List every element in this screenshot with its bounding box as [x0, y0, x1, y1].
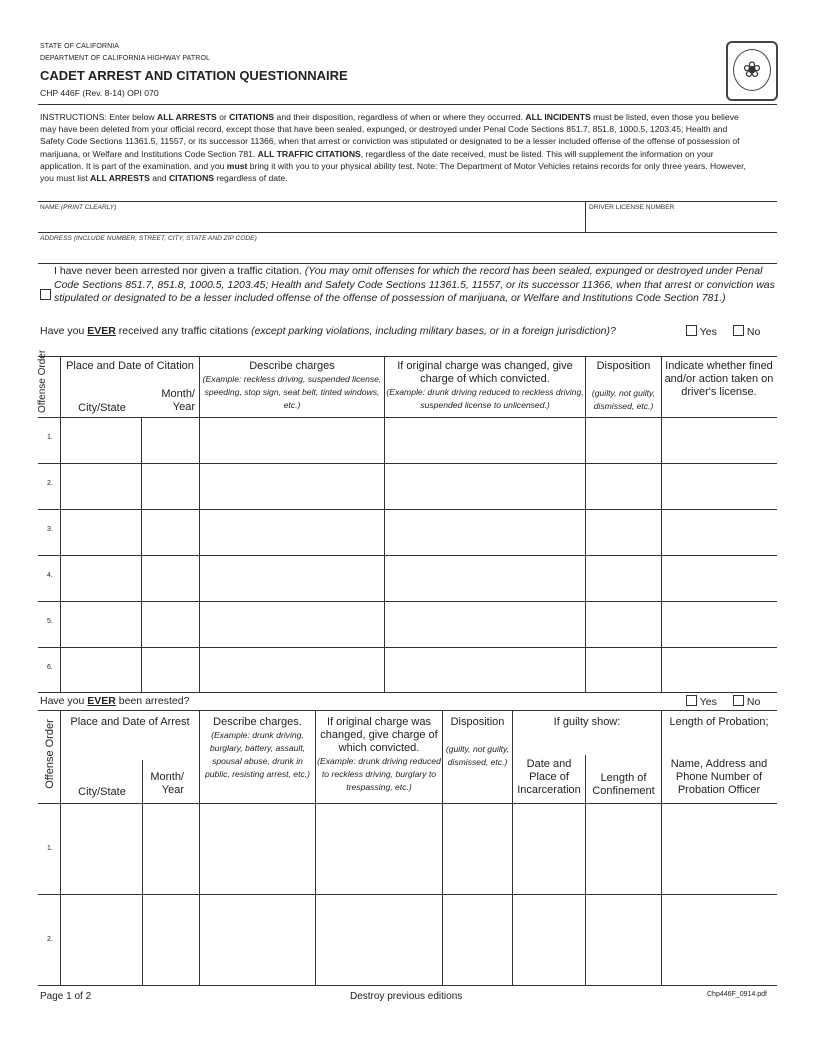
citations-yes-label: Yes	[699, 326, 717, 338]
arrests-col-incarceration: Date and Place of Incarceration	[517, 758, 581, 796]
driver-license-field[interactable]	[589, 213, 774, 231]
address-label: ADDRESS (INCLUDE NUMBER, STREET, CITY, STATE AND ZIP CODE)	[40, 235, 257, 242]
department-label: DEPARTMENT OF CALIFORNIA HIGHWAY PATROL	[40, 55, 210, 62]
arrests-yes-label: Yes	[699, 696, 717, 708]
never-arrested-statement: I have never been arrested nor given a traffic citation. (You may omit offenses for which the record has been sealed, expunged or destroyed under Penal Code Sections 851.7, 851.8, 1000.5, 1203.45; Health and Safety Code Sections 11361.5, 11557, or its successor 11366, when that arrest or conviction was stipulated or designated to be a lesser included offense of the offense of possession of marijuana, or Welfare and Institutions Code Section 781.)	[54, 265, 775, 304]
arrests-col-probation: Length of Probation;	[669, 716, 769, 728]
name-label: NAME (PRINT CLEARLY)	[40, 204, 117, 211]
citation-row-number: 1.	[47, 434, 53, 441]
form-id: CHP 446F (Rev. 8-14) OPI 070	[40, 88, 159, 98]
form-title: CADET ARREST AND CITATION QUESTIONNAIRE	[40, 68, 348, 83]
citations-col-place: Place and Date of Citation	[66, 360, 194, 372]
citation-row-number: 3.	[47, 526, 53, 533]
citation-row-number: 5.	[47, 618, 53, 625]
citations-yes-checkbox[interactable]	[686, 325, 697, 336]
arrests-col-disposition: Disposition (guilty, not guilty, dismissed, etc.)	[445, 716, 510, 767]
arrests-col-place: Place and Date of Arrest	[70, 716, 190, 728]
citations-no-label: No	[746, 326, 761, 338]
arrest-row-number: 1.	[47, 845, 53, 852]
chp-seal-logo: ❀	[726, 41, 778, 101]
arrests-col-probation-officer: Name, Address and Phone Number of Probation Officer	[670, 758, 768, 796]
arrests-no-option[interactable]	[733, 695, 760, 708]
never-arrested-checkbox[interactable]	[40, 289, 51, 300]
address-field[interactable]	[40, 244, 774, 262]
citations-no-option[interactable]	[733, 325, 760, 338]
divider	[585, 201, 586, 232]
arrests-col-charges: Describe charges. (Example: drunk driving, burglary, battery, assault, spousal abuse, drunk in public, resisting arrest, etc.)	[204, 716, 311, 779]
arrests-no-checkbox[interactable]	[733, 695, 744, 706]
arrests-col-guilty: If guilty show:	[553, 716, 621, 728]
arrests-yes-option[interactable]	[686, 695, 717, 708]
citations-col-disposition: Disposition (guilty, not guilty, dismissed, etc.)	[591, 360, 656, 411]
arrests-col-order: Offense Order	[44, 719, 56, 789]
divider	[38, 263, 777, 264]
name-field[interactable]	[40, 213, 580, 231]
destroy-notice: Destroy previous editions	[350, 991, 463, 1002]
citations-col-order: Offense Order	[37, 349, 48, 413]
citations-col-city: City/State	[78, 402, 126, 414]
citations-question: Have you EVER received any traffic citations (except parking violations, including military bases, or in a foreign jurisdiction)?	[40, 325, 616, 337]
divider	[38, 104, 777, 105]
citation-row-number: 6.	[47, 664, 53, 671]
divider	[38, 232, 777, 233]
arrests-col-month: Month/ Year	[150, 771, 184, 796]
arrests-col-changed: If original charge was changed, give charge of which convicted. (Example: drunk driving reduced to reckless driving, burglary to trespassing, etc.)	[317, 716, 441, 792]
divider	[38, 201, 777, 202]
arrests-col-city: City/State	[78, 786, 126, 798]
citations-col-fined: Indicate whether fined and/or action taken on driver's license.	[664, 360, 774, 398]
arrests-yes-checkbox[interactable]	[686, 695, 697, 706]
citation-row-number: 4.	[47, 572, 53, 579]
citations-col-month: Month/ Year	[161, 388, 195, 413]
instructions: INSTRUCTIONS: Enter below ALL ARRESTS or CITATIONS and their disposition, regardless of when or where they occurred. ALL INCIDENTS must be listed, even those you believe may have been deleted from your official record, except those that have been sealed, expunged, or destroyed under Penal Code Sections 851.7, 851.8, 1000.5, 1203.45; Health and Safety Code Sections 11361.5, 11557, or its successor 11366, when that arrest or conviction was stipulated or designated to be a lesser included offense of the offense of possession of marijuana, or Welfare and Institutions Code Section 781. ALL TRAFFIC CITATIONS, regardless of the date received, must be listed. This will supplement the information on your application. It is part of the examination, and you must bring it with you to your physical ability test. Note: The Department of Motor Vehicles retains records for only three years. However, you must list ALL ARRESTS and CITATIONS regardless of date.	[40, 112, 746, 184]
arrests-question: Have you EVER been arrested?	[40, 695, 190, 707]
arrest-row-number: 2.	[47, 936, 53, 943]
state-label: STATE OF CALIFORNIA	[40, 43, 120, 50]
driver-license-label: DRIVER LICENSE NUMBER	[589, 204, 675, 211]
citations-yes-option[interactable]	[686, 325, 717, 338]
arrests-no-label: No	[746, 696, 761, 708]
arrests-col-confinement: Length of Confinement	[592, 772, 655, 797]
citations-col-changed: If original charge was changed, give charge of which convicted. (Example: drunk driving reduced to reckless driving, suspended license to unlicensed.)	[386, 360, 584, 410]
file-name: Chp446F_0914.pdf	[707, 991, 767, 998]
citations-col-charges: Describe charges (Example: reckless driving, suspended license, speeding, stop sign, seat belt, tinted windows, etc.)	[202, 360, 382, 410]
citations-no-checkbox[interactable]	[733, 325, 744, 336]
citation-row-number: 2.	[47, 480, 53, 487]
page-number: Page 1 of 2	[40, 991, 92, 1002]
